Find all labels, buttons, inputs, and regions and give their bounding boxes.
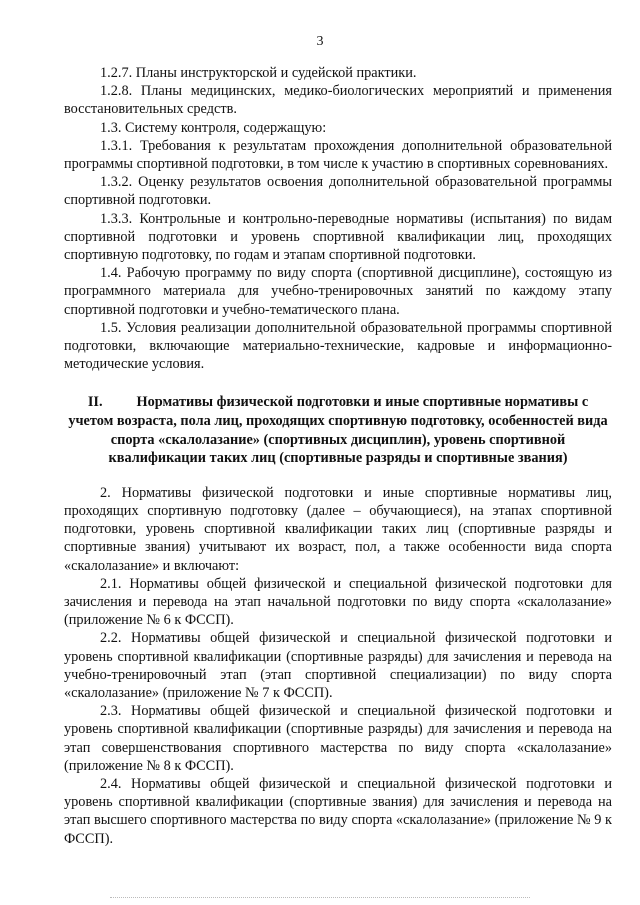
- section-number: II.: [87, 394, 103, 411]
- paragraph-1-3-2: 1.3.2. Оценку результатов освоения дополнительной образовательной программы спортивной подготовки.: [64, 174, 612, 209]
- paragraph-1-4: 1.4. Рабочую программу по виду спорта (спортивной дисциплине), состоящую из программного материала для учебно-тренировочных занятий по каждому этапу спортивной подготовки и учебно-тематического плана.: [64, 265, 612, 318]
- section-title: Нормативы физической подготовки и иные спортивные нормативы с учетом возраста, пола лиц, проходящих спортивную подготовку, особенностей вида спорта «скалолазание» (спортивных дисциплин), уровень спортивной квалификации таких лиц (спортивные разряды и спортивные звания): [68, 394, 608, 467]
- paragraph-1-2-8: 1.2.8. Планы медицинских, медико-биологических мероприятий и применения восстановительных средств.: [64, 83, 612, 118]
- paragraph-1-3-1: 1.3.1. Требования к результатам прохождения дополнительной образовательной программы спортивной подготовки, в том числе к участию в спортивных соревнованиях.: [64, 137, 612, 173]
- paragraph-2-3: 2.3. Нормативы общей физической и специальной физической подготовки и уровень спортивной квалификации (спортивные разряды) для зачисления и перевода на этап совершенствования спортивного мастерства по виду спорта «скалолазание» (приложение № 8 к ФССП).: [64, 703, 612, 774]
- document-body: [64, 64, 612, 848]
- paragraph-1-2-7: 1.2.7. Планы инструкторской и судейской практики.: [100, 65, 417, 81]
- scan-edge-line: [110, 897, 530, 898]
- paragraph-2-4: 2.4. Нормативы общей физической и специальной физической подготовки и уровень спортивной квалификации (спортивные звания) для зачисления и перевода на этап высшего спортивного мастерства по виду спорта «скалолазание» (приложение № 9 к ФССП).: [64, 776, 612, 847]
- paragraph-2-1: 2.1. Нормативы общей физической и специальной физической подготовки для зачисления и перевода на этап начальной подготовки по виду спорта «скалолазание» (приложение № 6 к ФССП).: [64, 575, 612, 629]
- heading-spacer: [64, 468, 612, 484]
- paragraph-2-2: 2.2. Нормативы общей физической и специальной физической подготовки и уровень спортивной квалификации (спортивные разряды) для зачисления и перевода на учебно-тренировочный этап (этап спортивной специализации) по виду спорта «скалолазание» (приложение № 7 к ФССП).: [64, 630, 612, 702]
- paragraph-1-3: 1.3. Систему контроля, содержащую:: [100, 119, 327, 136]
- paragraph-1-3-3: 1.3.3. Контрольные и контрольно-переводные нормативы (испытания) по видам спортивной подготовки и уровень спортивной квалификации лиц, проходящих спортивную подготовку, по годам и этапам спортивной подготовки.: [64, 210, 612, 264]
- paragraph-1-5: 1.5. Условия реализации дополнительной образовательной программы спортивной подготовки, включающие материально-технические, кадровые и информационно-методические условия.: [64, 319, 612, 373]
- section-heading: [64, 393, 612, 467]
- paragraph-2: 2. Нормативы физической подготовки и иные спортивные нормативы лиц, проходящих спортивную подготовку (далее – обучающиеся), на этапах спортивной подготовки, уровень спортивной квалификации таких лиц (спортивные разряды и спортивные звания) учитывают их возраст, пол, а также особенности вида спорта «скалолазание» и включают:: [64, 484, 612, 574]
- page-number: 3: [316, 34, 324, 49]
